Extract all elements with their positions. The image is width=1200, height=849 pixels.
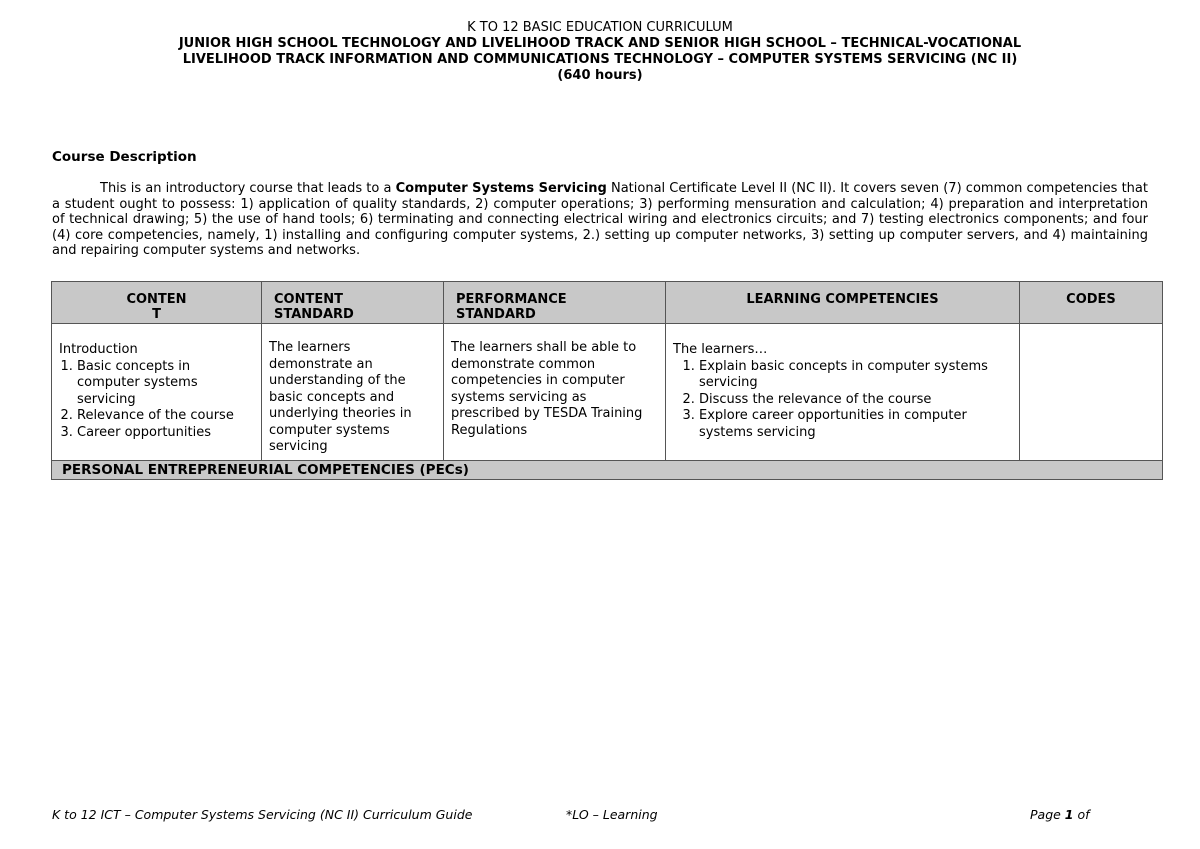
header-content: CONTEN T bbox=[52, 282, 262, 324]
desc-part-1: This is an introductory course that leads to a bbox=[100, 181, 396, 196]
header-line-4: (640 hours) bbox=[557, 68, 643, 83]
table-row bbox=[52, 324, 1163, 461]
desc-bold: Computer Systems Servicing bbox=[395, 181, 607, 196]
desc-part-2: National Certificate Level II (NC II). It covers seven (7) common competencies that a student ought to possess: 1) application of quality standards, 2) computer operations; 3) performing mensuration and calculation; 4) preparation and interpretation of technical drawing; 5) the use of hand tools; 6) terminating and connecting electrical wiring and electronics circuits; and 7) testing electronics components; and four (4) core competencies, namely, 1) installing and configuring computer systems, 2.) setting up computer networks, 3) setting up computer servers, and 4) maintaining and repairing computer systems and networks. bbox=[52, 181, 1148, 258]
curriculum-table bbox=[51, 281, 1163, 480]
list-item: 1. Explain basic concepts in computer systems servicing bbox=[699, 359, 1013, 392]
section-row-label: PERSONAL ENTREPRENEURIAL COMPETENCIES (PECs) bbox=[52, 461, 1163, 480]
header-codes: CODES bbox=[1020, 282, 1163, 324]
header-content-standard: CONTENT STANDARD bbox=[262, 282, 444, 324]
lc-list bbox=[673, 359, 1013, 442]
content-cell bbox=[52, 324, 262, 461]
list-item: 2. Discuss the relevance of the course bbox=[699, 392, 1013, 409]
course-description-text bbox=[52, 181, 1148, 259]
list-item: 2. Relevance of the course bbox=[77, 408, 255, 425]
content-title: Introduction bbox=[59, 342, 138, 357]
content-standard-cell: The learners demonstrate an understanding of the basic concepts and underlying theories in computer systems servicing bbox=[262, 324, 444, 461]
learning-competencies-cell bbox=[666, 324, 1020, 461]
section-row bbox=[52, 461, 1163, 480]
list-item: 3. Explore career opportunities in computer systems servicing bbox=[699, 408, 1013, 441]
footer-page-number: Page 1 of bbox=[1030, 807, 1090, 822]
performance-standard-cell: The learners shall be able to demonstrate common competencies in computer systems servicing as prescribed by TESDA Training Regulations bbox=[444, 324, 666, 461]
document-header bbox=[0, 20, 1200, 84]
footer-note: *LO – Learning bbox=[566, 807, 658, 822]
course-description-title: Course Description bbox=[52, 149, 197, 165]
codes-cell bbox=[1020, 324, 1163, 461]
list-item: 3. Career opportunities bbox=[77, 425, 255, 442]
header-learning-competencies: LEARNING COMPETENCIES bbox=[666, 282, 1020, 324]
header-performance-standard: PERFORMANCE STANDARD bbox=[444, 282, 666, 324]
lc-intro: The learners… bbox=[673, 342, 768, 357]
table-header-row bbox=[52, 282, 1163, 324]
footer-guide-title: K to 12 ICT – Computer Systems Servicing (NC II) Curriculum Guide bbox=[52, 807, 473, 822]
content-list bbox=[59, 359, 255, 442]
header-line-1: K TO 12 BASIC EDUCATION CURRICULUM bbox=[467, 20, 733, 35]
list-item: 1. Basic concepts in computer systems servicing bbox=[77, 359, 255, 409]
header-line-3: LIVELIHOOD TRACK INFORMATION AND COMMUNICATIONS TECHNOLOGY – COMPUTER SYSTEMS SERVICING (NC II) bbox=[182, 52, 1018, 67]
header-line-2: JUNIOR HIGH SCHOOL TECHNOLOGY AND LIVELIHOOD TRACK AND SENIOR HIGH SCHOOL – TECHNICAL-VOCATIONAL bbox=[178, 36, 1022, 51]
